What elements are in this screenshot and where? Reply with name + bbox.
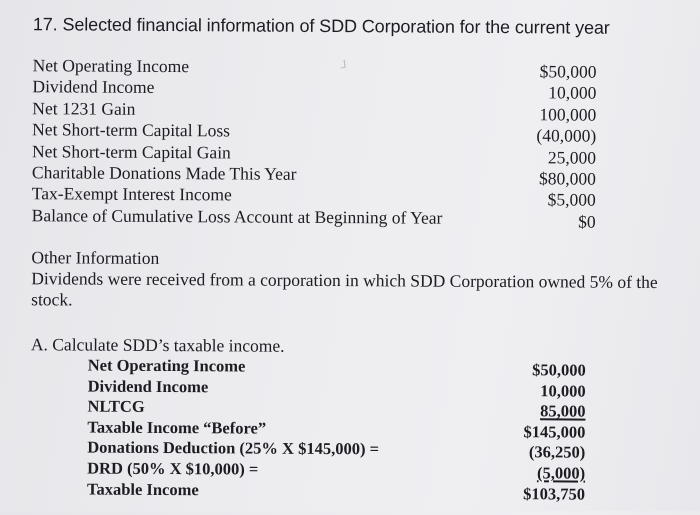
fin-value-charitable-donations: $80,000 [538, 168, 596, 189]
ans-value-donations-deduction [467, 442, 585, 463]
ans-label-net-operating-income: Net Operating Income [87, 355, 246, 376]
ans-label-nltcg: NLTCG [87, 396, 145, 417]
financial-info-labels [32, 55, 444, 229]
financial-info-values [469, 61, 597, 233]
other-information [31, 247, 696, 314]
fin-value-dividend-income: 10,000 [548, 82, 597, 104]
answer-labels [87, 356, 380, 502]
other-info-line-1: Dividends were received from a corporation in which SDD Corporation owned 5% of the [31, 268, 658, 293]
question-title: 17. Selected financial information of SDD Corporation for the current year [32, 14, 610, 38]
fin-value-net-st-capital-gain: 25,000 [547, 146, 597, 168]
ans-label-drd: DRD (50% X $10,000) = [87, 458, 259, 479]
fin-label-net-st-capital-gain: Net Short-term Capital Gain [32, 140, 231, 162]
ans-value-text-underlined: 85,000 [540, 401, 586, 421]
ans-label-taxable-income: Taxable Income [86, 479, 199, 499]
ans-value-taxable-income-before [467, 422, 585, 443]
ans-value-dividend-income [468, 380, 586, 401]
other-info-line-2: stock. [31, 289, 73, 310]
ans-value-drd [467, 463, 585, 484]
ans-label-dividend-income: Dividend Income [87, 376, 209, 396]
ans-value-net-operating-income [468, 360, 586, 381]
ans-label-taxable-income-before: Taxable Income “Before” [87, 417, 267, 438]
fin-label-net-st-capital-loss: Net Short-term Capital Loss [32, 119, 231, 141]
fin-value-net-st-capital-loss: (40,000) [536, 125, 597, 146]
fin-value-tax-exempt-interest: $5,000 [547, 189, 596, 210]
ans-value-text-underlined: (5,000) [536, 463, 586, 483]
fin-label-net-1231-gain: Net 1231 Gain [32, 97, 136, 119]
ans-value-text: (36,250) [528, 442, 586, 462]
fin-value-net-1231-gain: 100,000 [539, 104, 597, 125]
answer-heading: A. Calculate SDD’s taxable income. [30, 334, 285, 356]
pen-mark: ᒧ [338, 57, 348, 72]
fin-label-net-operating-income: Net Operating Income [32, 55, 190, 77]
fin-label-charitable-donations: Charitable Donations Made This Year [31, 162, 297, 184]
other-info-heading: Other Information [31, 247, 160, 268]
fin-label-dividend-income: Dividend Income [32, 76, 155, 98]
ans-value-text: $50,000 [532, 360, 586, 380]
ans-value-text: 10,000 [540, 380, 586, 401]
fin-value-cumulative-loss-balance: $0 [578, 211, 596, 232]
answer-values [467, 360, 586, 505]
ans-value-taxable-income [467, 483, 585, 504]
fin-label-cumulative-loss-balance: Balance of Cumulative Loss Account at Beginning of Year [31, 204, 443, 228]
ans-value-text: $103,750 [523, 483, 586, 504]
ans-value-text: $145,000 [523, 421, 586, 442]
fin-label-tax-exempt-interest: Tax-Exempt Interest Income [31, 183, 232, 205]
fin-value-net-operating-income: $50,000 [539, 61, 597, 82]
ans-label-donations-deduction: Donations Deduction (25% X $145,000) = [87, 437, 380, 459]
ans-value-nltcg [467, 401, 585, 422]
